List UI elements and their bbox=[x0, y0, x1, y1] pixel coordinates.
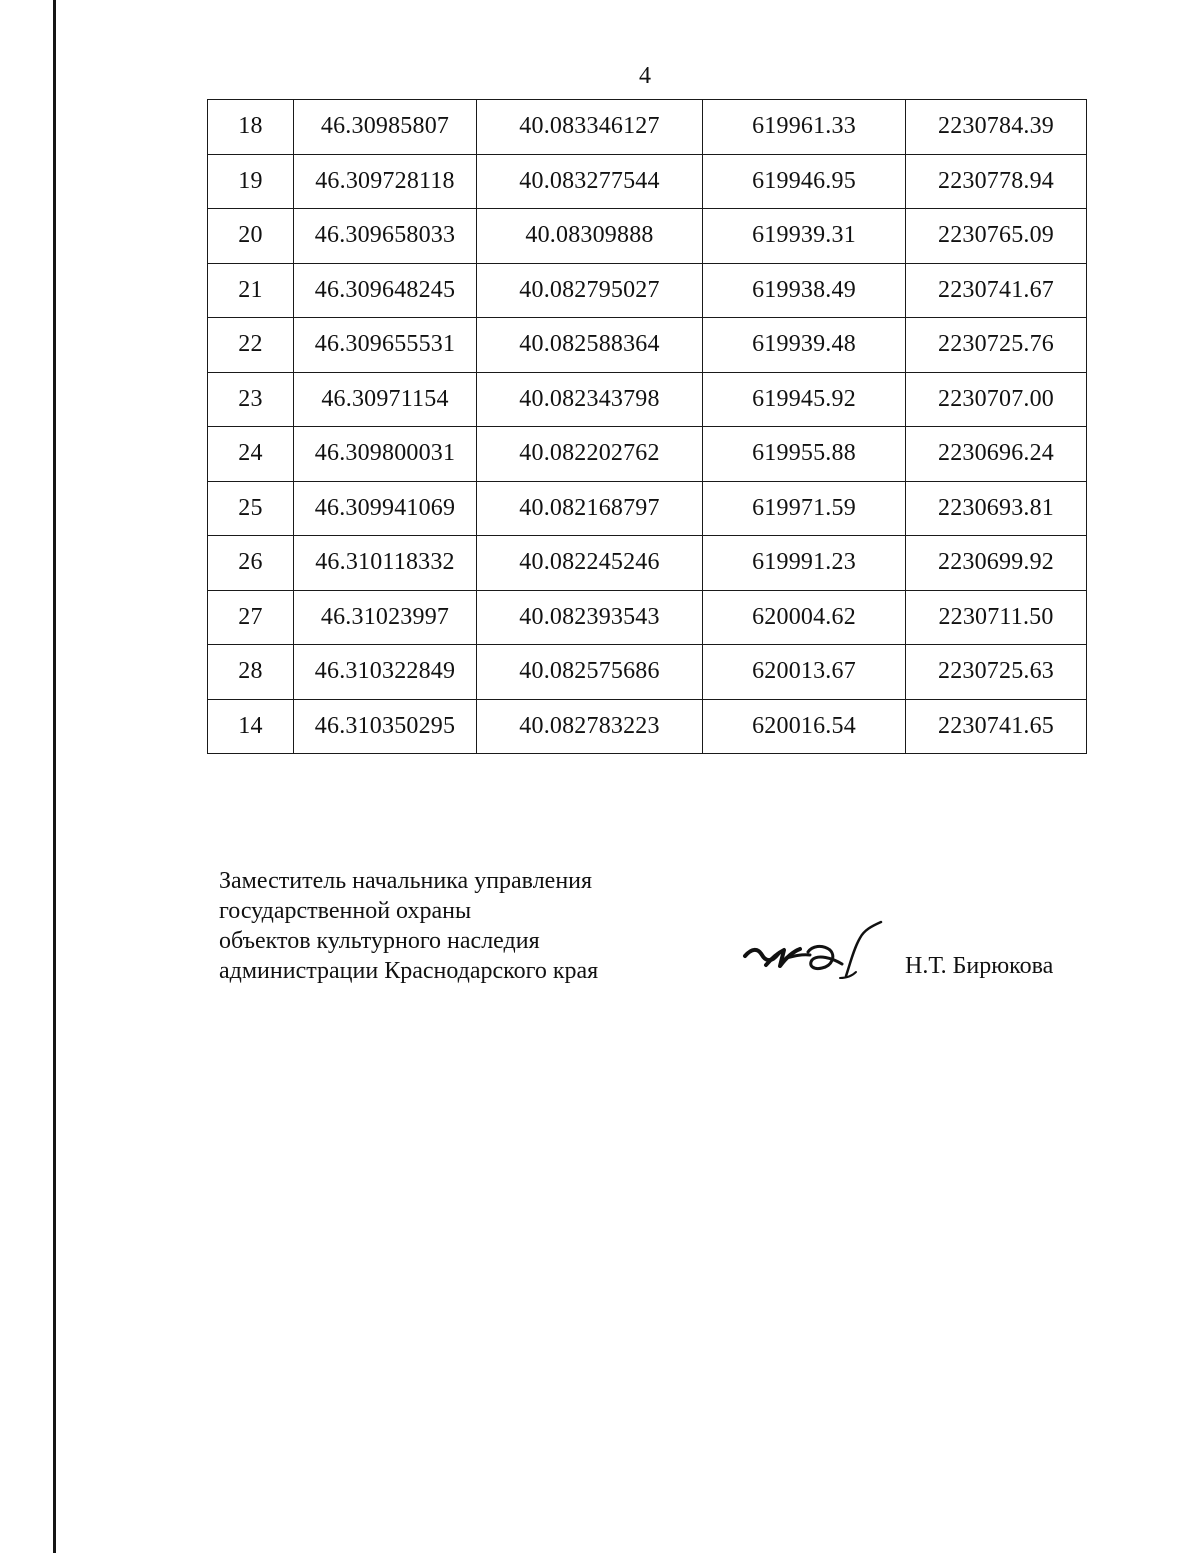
table-cell: 2230741.67 bbox=[906, 263, 1087, 318]
table-cell: 2230711.50 bbox=[906, 590, 1087, 645]
table-row bbox=[208, 263, 1087, 318]
table-row bbox=[208, 699, 1087, 754]
table-cell: 46.310118332 bbox=[294, 536, 477, 591]
coordinates-table-body bbox=[208, 100, 1087, 754]
table-cell: 2230696.24 bbox=[906, 427, 1087, 482]
table-cell: 46.309648245 bbox=[294, 263, 477, 318]
table-cell: 40.082588364 bbox=[477, 318, 703, 373]
table-cell: 619945.92 bbox=[703, 372, 906, 427]
table-cell: 620013.67 bbox=[703, 645, 906, 700]
table-cell: 46.309655531 bbox=[294, 318, 477, 373]
table-cell: 2230707.00 bbox=[906, 372, 1087, 427]
table-cell: 619946.95 bbox=[703, 154, 906, 209]
table-cell: 40.082343798 bbox=[477, 372, 703, 427]
table-cell: 46.309728118 bbox=[294, 154, 477, 209]
table-cell: 2230693.81 bbox=[906, 481, 1087, 536]
table-row bbox=[208, 590, 1087, 645]
scan-edge-line bbox=[53, 0, 56, 1553]
table-cell: 619991.23 bbox=[703, 536, 906, 591]
table-cell: 2230725.76 bbox=[906, 318, 1087, 373]
table-cell: 40.082795027 bbox=[477, 263, 703, 318]
table-cell: 19 bbox=[208, 154, 294, 209]
table-cell: 28 bbox=[208, 645, 294, 700]
table-cell: 619971.59 bbox=[703, 481, 906, 536]
table-cell: 25 bbox=[208, 481, 294, 536]
table-cell: 2230765.09 bbox=[906, 209, 1087, 264]
table-cell: 20 bbox=[208, 209, 294, 264]
table-cell: 2230778.94 bbox=[906, 154, 1087, 209]
table-cell: 46.310322849 bbox=[294, 645, 477, 700]
table-cell: 26 bbox=[208, 536, 294, 591]
table-cell: 40.083277544 bbox=[477, 154, 703, 209]
table-row bbox=[208, 154, 1087, 209]
table-cell: 2230725.63 bbox=[906, 645, 1087, 700]
table-cell: 2230784.39 bbox=[906, 100, 1087, 155]
table-cell: 40.082575686 bbox=[477, 645, 703, 700]
table-cell: 40.082168797 bbox=[477, 481, 703, 536]
table-row bbox=[208, 536, 1087, 591]
table-cell: 619961.33 bbox=[703, 100, 906, 155]
table-cell: 620016.54 bbox=[703, 699, 906, 754]
table-cell: 27 bbox=[208, 590, 294, 645]
table-row bbox=[208, 209, 1087, 264]
table-cell: 619939.31 bbox=[703, 209, 906, 264]
table-cell: 24 bbox=[208, 427, 294, 482]
table-cell: 40.082245246 bbox=[477, 536, 703, 591]
table-cell: 14 bbox=[208, 699, 294, 754]
table-cell: 46.310350295 bbox=[294, 699, 477, 754]
table-cell: 46.30985807 bbox=[294, 100, 477, 155]
table-row bbox=[208, 372, 1087, 427]
page-number: 4 bbox=[639, 63, 651, 89]
table-row bbox=[208, 481, 1087, 536]
position-line: объектов культурного наследия bbox=[219, 928, 540, 954]
table-cell: 2230741.65 bbox=[906, 699, 1087, 754]
table-row bbox=[208, 318, 1087, 373]
table-cell: 46.309941069 bbox=[294, 481, 477, 536]
table-cell: 46.30971154 bbox=[294, 372, 477, 427]
table-cell: 23 bbox=[208, 372, 294, 427]
table-row bbox=[208, 427, 1087, 482]
position-line: государственной охраны bbox=[219, 898, 472, 924]
table-cell: 21 bbox=[208, 263, 294, 318]
table-cell: 40.083346127 bbox=[477, 100, 703, 155]
table-cell: 619939.48 bbox=[703, 318, 906, 373]
table-row bbox=[208, 100, 1087, 155]
coordinates-table bbox=[207, 99, 1087, 754]
table-cell: 620004.62 bbox=[703, 590, 906, 645]
table-cell: 22 bbox=[208, 318, 294, 373]
table-cell: 46.309658033 bbox=[294, 209, 477, 264]
table-cell: 2230699.92 bbox=[906, 536, 1087, 591]
table-cell: 40.08309888 bbox=[477, 209, 703, 264]
table-row bbox=[208, 645, 1087, 700]
table-cell: 40.082202762 bbox=[477, 427, 703, 482]
position-line: Заместитель начальника управления bbox=[219, 868, 593, 894]
table-cell: 40.082783223 bbox=[477, 699, 703, 754]
handwritten-signature bbox=[742, 918, 884, 986]
table-cell: 40.082393543 bbox=[477, 590, 703, 645]
signatory-position bbox=[219, 866, 598, 986]
table-cell: 18 bbox=[208, 100, 294, 155]
position-line: администрации Краснодарского края bbox=[219, 958, 599, 984]
table-cell: 619955.88 bbox=[703, 427, 906, 482]
signer-name: Н.Т. Бирюкова bbox=[905, 953, 1054, 979]
table-cell: 46.31023997 bbox=[294, 590, 477, 645]
table-cell: 619938.49 bbox=[703, 263, 906, 318]
table-cell: 46.309800031 bbox=[294, 427, 477, 482]
